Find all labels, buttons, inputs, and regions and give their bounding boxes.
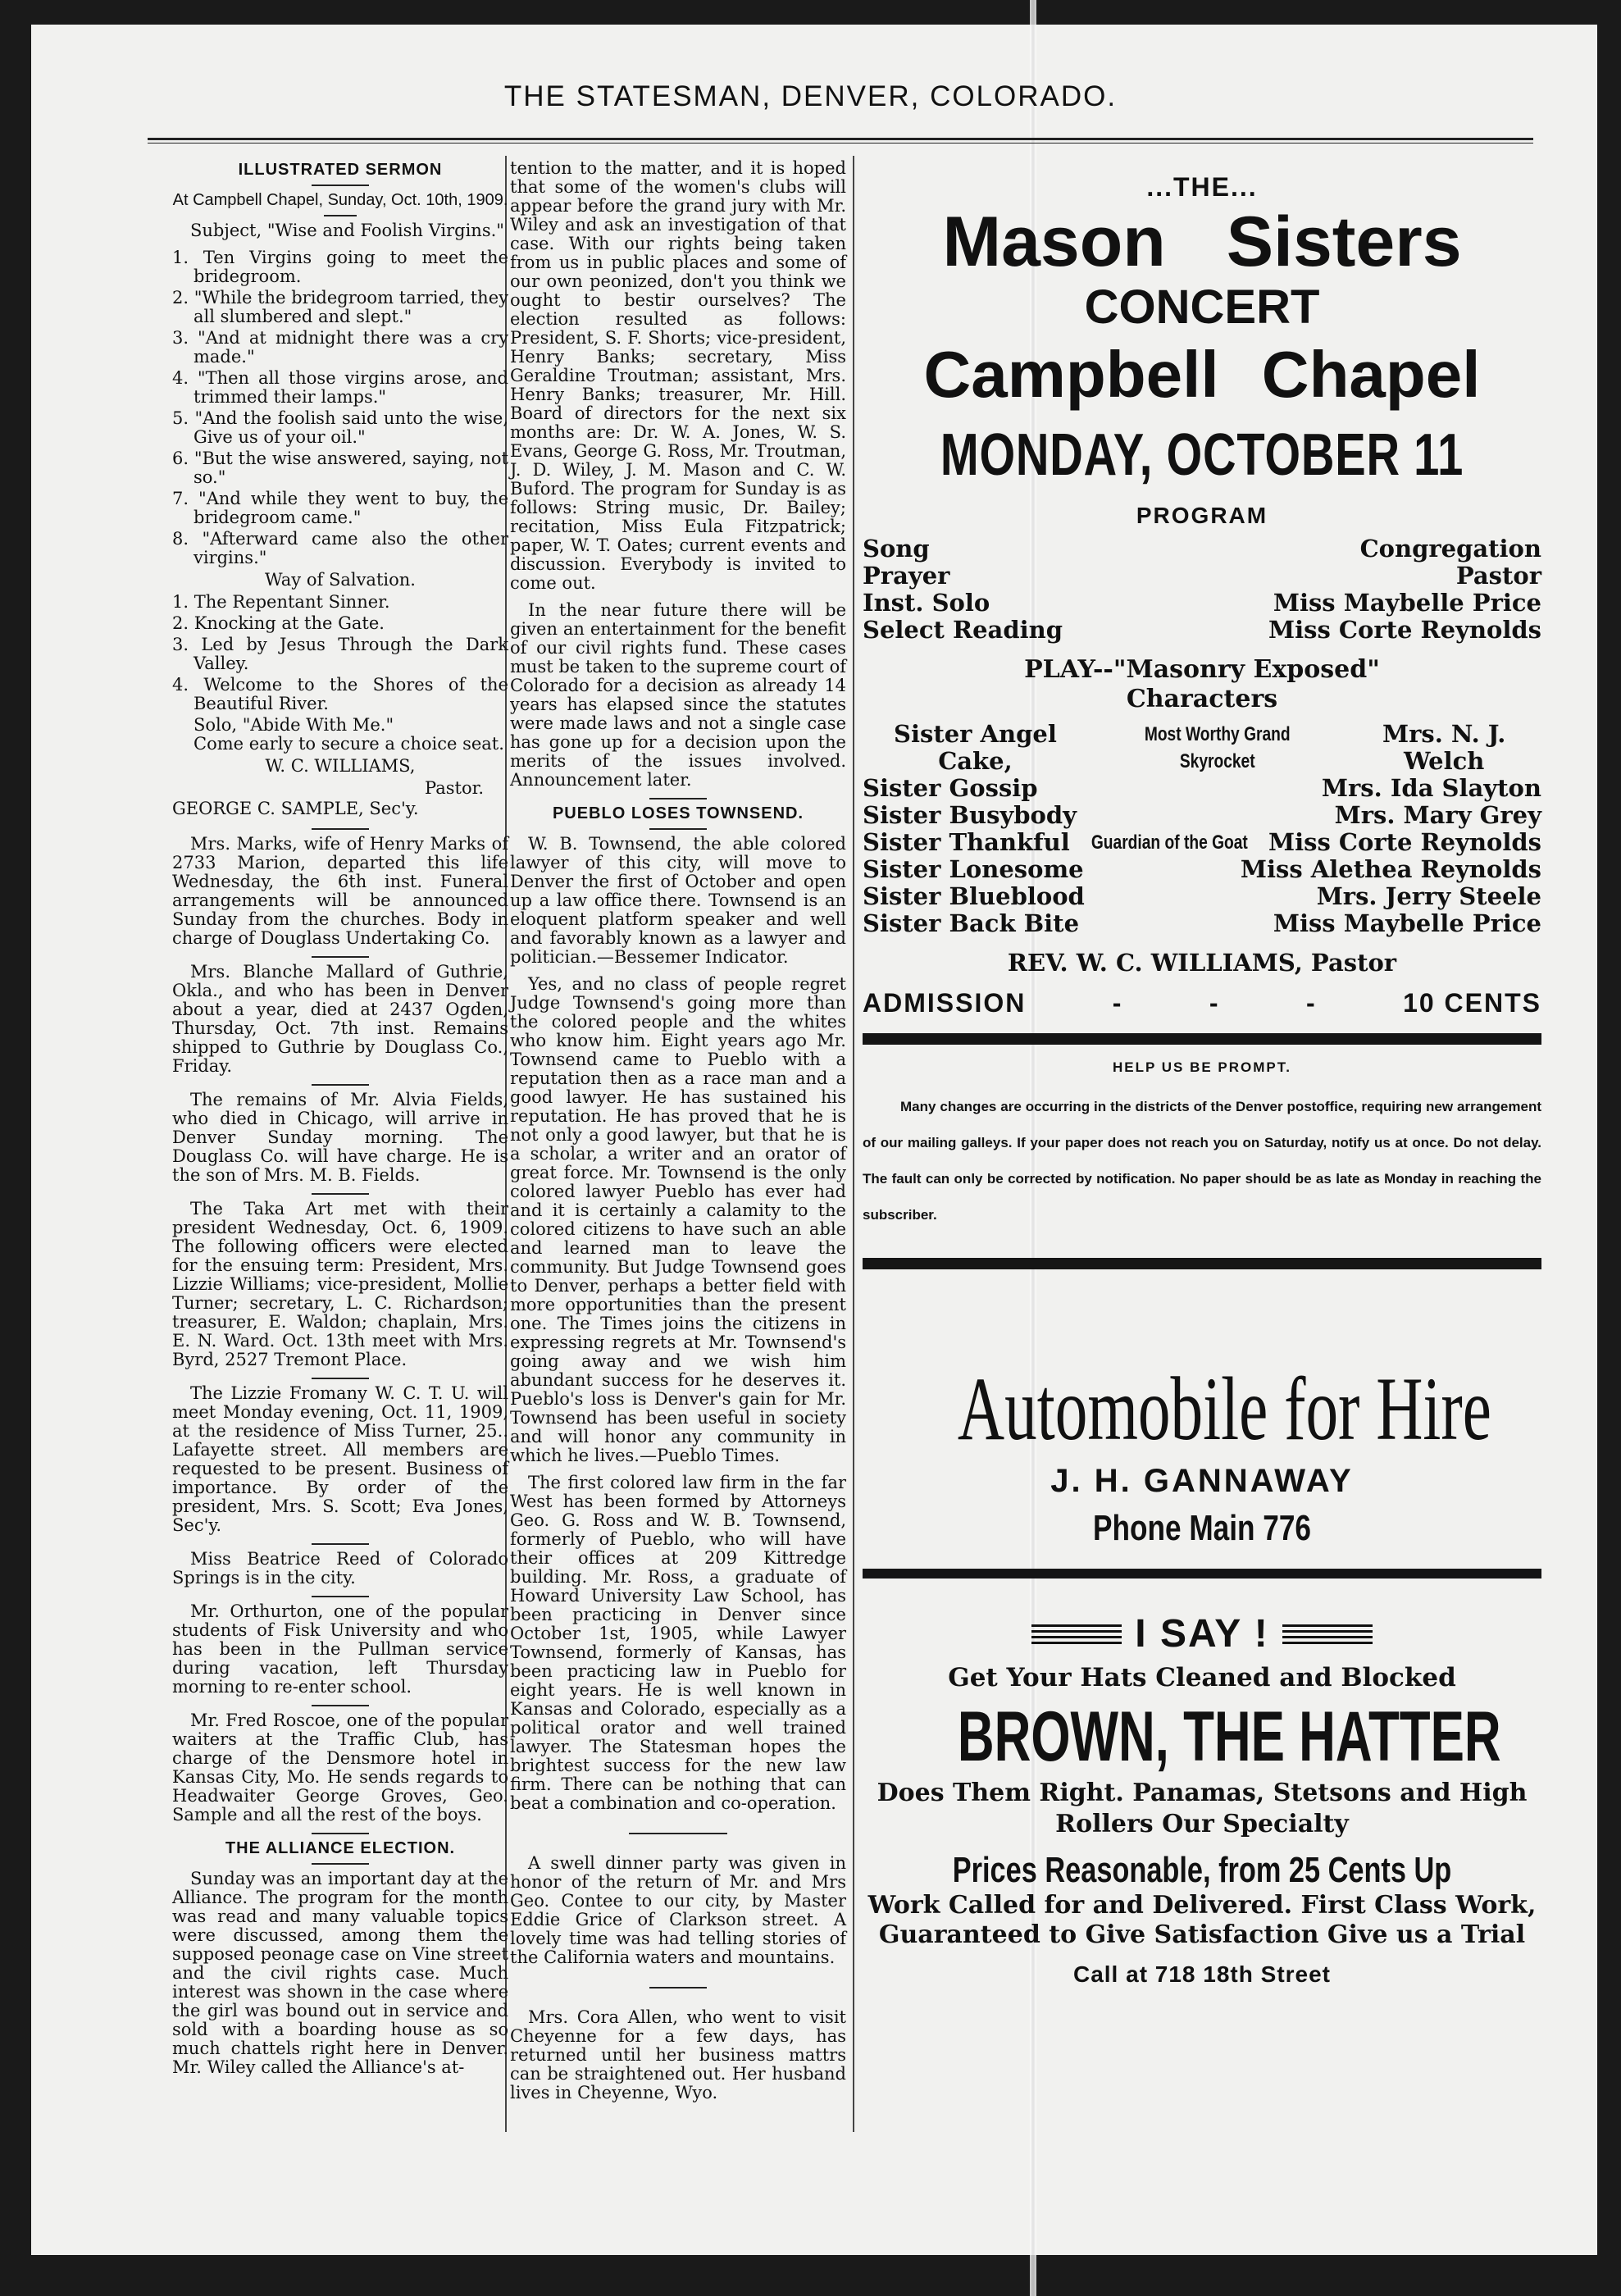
divider xyxy=(312,184,369,186)
divider xyxy=(312,1084,369,1086)
program-row xyxy=(863,590,1541,617)
character-role: Sister Angel Cake, xyxy=(894,720,1057,775)
divider xyxy=(312,956,369,958)
character-role: Sister Thankful xyxy=(863,828,1070,856)
article-fields: The remains of Mr. Alvia Fields, who died in Chicago, will arrive in Denver Sunday morning. The Douglass Co. will have charge. He is the son of Mrs. M. B. Fields. xyxy=(172,1090,508,1185)
admission-row xyxy=(863,988,1541,1018)
admission-label: ADMISSION xyxy=(863,988,1027,1018)
divider xyxy=(649,1987,707,1988)
column-1 xyxy=(172,156,508,2085)
sermon-subject: Subject, "Wise and Foolish Virgins." xyxy=(190,221,504,240)
hatter-does: Does Them Right. Panamas, Stetsons and High Rollers Our Specialty xyxy=(877,1779,1528,1838)
come-early-line: Come early to secure a choice seat. xyxy=(194,734,504,754)
character-title: Most Worthy Grand Skyrocket xyxy=(1144,723,1291,772)
divider xyxy=(649,798,707,800)
character-row xyxy=(863,775,1541,802)
column-2 xyxy=(510,156,846,2111)
article-marks: Mrs. Marks, wife of Henry Marks of 2733 Marion, departed this life Wednesday, the 6th inst. Funeral arrangements will be announced Sunday from the churches. Body in charge of Douglass Undertaking Co. xyxy=(172,834,508,948)
character-role: Sister Lonesome xyxy=(863,855,1084,883)
character-actor: Mrs. Jerry Steele xyxy=(1316,882,1541,910)
article-roscoe: Mr. Fred Roscoe, one of the popular waiters at the Traffic Club, has charge of the Densmore hotel in Kansas City, Mo. He sends regards to Headwaiter George Groves, Geo. Sample and all the rest of the boys. xyxy=(172,1711,508,1824)
divider xyxy=(312,1833,369,1834)
character-actor: Mrs. Mary Grey xyxy=(1334,801,1541,829)
program-item: Prayer xyxy=(863,562,950,590)
character-row xyxy=(863,721,1541,775)
character-actor: Miss Alethea Reynolds xyxy=(1240,855,1541,883)
notice-body: Many changes are occurring in the districts of the Denver postoffice, requiring new arrangement of our mailing galleys. If your paper does not reach you on Saturday, notify us at once. Do not delay. The fault can only be corrected by notification. No paper should be as late as Monday in reaching the subscriber. xyxy=(863,1099,1541,1223)
hatter-work: Work Called for and Delivered. First Class Work, Guaranteed to Give Satisfaction Give us a Trial xyxy=(867,1891,1537,1949)
character-role: Sister Gossip xyxy=(863,774,1038,802)
auto-ad-phone: Phone Main 776 xyxy=(1092,1508,1312,1548)
divider xyxy=(312,828,369,830)
salvation-heading: Way of Salvation. xyxy=(265,570,416,590)
character-actor: Miss Maybelle Price xyxy=(1273,909,1541,937)
article-alliance-cont: tention to the matter, and it is hoped that some of the women's clubs will appear before the grand jury with Mr. Wiley and ask an investigation of that case. With our rights being taken from us in public places and some of our own peonized, don't you think we ought to bestir ourselves? The election resulted as follows: President, S. F. Shorts; vice-president, Henry Banks; secretary, Miss Geraldine Troutman; assistant, Mrs. Henry Banks; treasurer, Mr. Hill. Board of directors for the next six months are: Dr. W. A. Jones, W. S. Evans, George G. Ross, Mr. Troutman, J. D. Wiley, J. M. Mason and C. W. Buford. The program for Sunday is as follows: String music, Dr. Bailey; recitation, Miss Eula Fitzpatrick; paper, W. T. Oates; current events and discussion. Everybody is invited to come out. xyxy=(510,158,846,593)
solo-line: Solo, "Abide With Me." xyxy=(194,715,394,735)
column-divider xyxy=(853,156,854,2132)
admission-dash: - xyxy=(1112,988,1123,1018)
auto-ad-title: Automobile for Hire xyxy=(957,1359,1491,1459)
secretary-line: GEORGE C. SAMPLE, Sec'y. xyxy=(172,799,419,818)
list-item: 2. "While the bridegroom tarried, they all slumbered and slept." xyxy=(172,288,508,326)
article-lawfirm: The first colored law firm in the far West has been formed by Attorneys Geo. G. Ross and W. B. Townsend, formerly of Pueblo, who will have their offices at 209 Kittredge building. Mr. Ross, a graduate of Howard University Law School, has been practicing in Denver since October 1st, 1905, while Lawyer Townsend, formerly of Kansas, has been practicing law in Pueblo for eight years. He is well known in Kansas and Colorado, especially as a political orator and well trained lawyer. The Statesman hopes the brightest success for the new law firm. There can be nothing that can beat a combination and co-operation. xyxy=(510,1473,846,1813)
ad-divider xyxy=(863,1033,1541,1045)
salvation-list xyxy=(172,593,508,713)
article-future: In the near future there will be given an entertainment for the benefit of our civil rights fund. These cases must be taken to the supreme court of Colorado for a decision as already 14 years has elapsed since the statutes were made laws and not a single case has gone up for a decision upon the merits of the issues involved. Announcement later. xyxy=(510,600,846,790)
character-role: Sister Back Bite xyxy=(863,909,1080,937)
character-row xyxy=(863,910,1541,937)
list-item: 4. "Then all those virgins arose, and trimmed their lamps." xyxy=(172,368,508,407)
list-item: 7. "And while they went to buy, the bridegroom came." xyxy=(172,489,508,527)
list-item: 3. Led by Jesus Through the Dark Valley. xyxy=(172,635,508,673)
sermon-location: At Campbell Chapel, Sunday, Oct. 10th, 1909. xyxy=(172,191,508,209)
character-role: Sister Blueblood xyxy=(863,882,1085,910)
character-role: Sister Busybody xyxy=(863,801,1077,829)
list-item: 1. Ten Virgins going to meet the bridegroom. xyxy=(172,248,508,286)
list-item: 2. Knocking at the Gate. xyxy=(172,613,385,633)
list-item: 8. "Afterward came also the other virgins." xyxy=(172,529,508,567)
article-taka: The Taka Art met with their president Wednesday, Oct. 6, 1909. The following officers were elected for the ensuing term: President, Mrs. Lizzie Williams; vice-president, Mollie Turner; secretary, L. C. Richardson; treasurer, E. Waldon; chaplain, Mrs. E. N. Ward. Oct. 13th meet with Mrs. Byrd, 2527 Tremont Place. xyxy=(172,1199,508,1369)
list-item: 6. "But the wise answered, saying, not so." xyxy=(172,449,508,487)
divider xyxy=(312,1863,369,1865)
article-fromany: The Lizzie Fromany W. C. T. U. will meet Monday evening, Oct. 11, 1909, at the residence of Miss Turner, 25.. Lafayette street. All members are requested to be present. Business of importance. By order of the president, Mrs. S. Scott; Eva Jones, Sec'y. xyxy=(172,1383,508,1535)
list-item: 1. The Repentant Sinner. xyxy=(172,592,390,612)
article-mallard: Mrs. Blanche Mallard of Guthrie, Okla., and who has been in Denver about a year, died at 2437 Ogden, Thursday, Oct. 7th inst. Remains shipped to Guthrie by Douglass Co., Friday. xyxy=(172,962,508,1076)
hatter-say: I SAY ! xyxy=(1135,1612,1269,1656)
character-row xyxy=(863,883,1541,910)
list-item: 4. Welcome to the Shores of the Beautiful River. xyxy=(172,675,508,713)
auto-ad-name: J. H. GANNAWAY xyxy=(1050,1463,1354,1499)
masthead: THE STATESMAN, DENVER, COLORADO. xyxy=(503,80,1118,112)
concert-ad xyxy=(863,156,1541,1988)
sermon-list xyxy=(172,248,508,567)
character-actor: Mrs. N. J. Welch xyxy=(1382,720,1506,775)
decorative-lines xyxy=(1282,1624,1373,1644)
characters-label: Characters xyxy=(1126,685,1278,713)
divider xyxy=(312,1378,369,1379)
character-row xyxy=(863,829,1541,856)
divider xyxy=(312,1705,369,1706)
alliance-heading: THE ALLIANCE ELECTION. xyxy=(225,1839,456,1857)
signature-title: Pastor. xyxy=(425,778,484,798)
program-who: Miss Corte Reynolds xyxy=(1268,616,1541,644)
ad-the: ...THE... xyxy=(1146,172,1258,202)
ad-date: MONDAY, OCTOBER 11 xyxy=(940,422,1464,488)
divider xyxy=(312,1596,369,1597)
list-item: 3. "And at midnight there was a cry made." xyxy=(172,328,508,367)
hatter-hats: Get Your Hats Cleaned and Blocked xyxy=(948,1663,1456,1692)
hatter-name: BROWN, THE HATTER xyxy=(957,1697,1501,1776)
article-dinner: A swell dinner party was given in honor of the return of Mr. and Mrs Geo. Contee to our city, by Master Eddie Grice of Clarkson street. A lovely time was had telling stories of the California waters and mountains. xyxy=(510,1853,846,1967)
program-list xyxy=(863,535,1541,644)
program-who: Pastor xyxy=(1455,562,1541,590)
article-orthurton: Mr. Orthurton, one of the popular students of Fisk University and who has been in the Pullman service during vacation, left Thursday morning to re-enter school. xyxy=(172,1601,508,1697)
hatter-say-row xyxy=(863,1611,1541,1656)
ad-divider xyxy=(863,1569,1541,1578)
divider xyxy=(312,1543,369,1545)
character-row xyxy=(863,802,1541,829)
article-allen: Mrs. Cora Allen, who went to visit Cheyenne for a few days, has returned until her business mattrs can be straightened out. Her husband lives in Cheyenne, Wyo. xyxy=(510,2007,846,2102)
divider xyxy=(312,1193,369,1195)
admission-dash: - xyxy=(1209,988,1220,1018)
character-actor: Miss Corte Reynolds xyxy=(1268,828,1541,856)
program-item: Song xyxy=(863,535,930,563)
program-row xyxy=(863,617,1541,644)
characters-list xyxy=(863,721,1541,937)
admission-dash: - xyxy=(1305,988,1317,1018)
program-who: Miss Maybelle Price xyxy=(1273,589,1541,617)
sermon-heading: ILLUSTRATED SERMON xyxy=(238,161,443,179)
article-alliance: Sunday was an important day at the Alliance. The program for the month was read and many valuable topics were discussed, among them the supposed peonage case on Vine street and the civil rights case. Much interest was shown in the case where the girl was bound out in service and sold with a boarding house as so much chattels right here in Denver. Mr. Wiley called the Alliance's at- xyxy=(172,1869,508,2077)
character-actor: Mrs. Ida Slayton xyxy=(1321,774,1541,802)
pastor-line: REV. W. C. WILLIAMS, Pastor xyxy=(1007,949,1397,977)
ad-divider xyxy=(863,1258,1541,1269)
divider xyxy=(629,1833,727,1834)
decorative-lines xyxy=(1031,1624,1122,1644)
program-item: Inst. Solo xyxy=(863,589,990,617)
divider xyxy=(324,215,357,216)
pueblo-heading: PUEBLO LOSES TOWNSEND. xyxy=(552,804,804,822)
signature-name: W. C. WILLIAMS, xyxy=(265,756,416,776)
hatter-call: Call at 718 18th Street xyxy=(1072,1961,1332,1987)
program-row xyxy=(863,563,1541,590)
ad-venue: Campbell Chapel xyxy=(923,338,1481,411)
hatter-prices: Prices Reasonable, from 25 Cents Up xyxy=(952,1850,1452,1890)
character-title: Guardian of the Goat xyxy=(1091,831,1248,854)
ad-title: Mason Sisters xyxy=(942,203,1462,281)
article-regret: Yes, and no class of people regret Judge Townsend's going more than the colored people and the whites who know him. Eight years ago Mr. Townsend came to Pueblo with a reputation then as a race man and a good lawyer. He has sustained his reputation. He has proved that he is not only a good lawyer, but that he is a scholar, a writer and an orator of great force. Mr. Townsend is the only colored lawyer Pueblo has ever had and it is certainly a calamity to the colored citizens to have such an able and learned man to leave the community. But Judge Townsend goes to Denver, perhaps a better field with more opportunities than the present one. The Times joins the citizens in expressing regrets at Mr. Townsend's going away and we wish him abundant success for he deserves it. Pueblo's loss is Denver's gain for Mr. Townsend has been useful in society and will honor any community in which he lives.—Pueblo Times. xyxy=(510,974,846,1465)
article-townsend: W. B. Townsend, the able colored lawyer of this city, will move to Denver the first of October and open up a law office there. Townsend is an eloquent platform speaker and well and favorably known as a lawyer and politician.—Bessemer Indicator. xyxy=(510,834,846,967)
article-reed: Miss Beatrice Reed of Colorado Springs is in the city. xyxy=(172,1549,508,1588)
list-item: 5. "And the foolish said unto the wise, Give us of your oil." xyxy=(172,408,508,447)
play-title: PLAY--"Masonry Exposed" xyxy=(1024,655,1380,684)
ad-program-label: PROGRAM xyxy=(1136,503,1268,528)
admission-price: 10 CENTS xyxy=(1403,988,1541,1018)
program-who: Congregation xyxy=(1359,535,1541,563)
notice-title: HELP US BE PROMPT. xyxy=(1113,1059,1291,1075)
divider xyxy=(649,828,707,830)
character-row xyxy=(863,856,1541,883)
program-row xyxy=(863,535,1541,563)
program-item: Select Reading xyxy=(863,616,1063,644)
masthead-rule xyxy=(148,138,1533,140)
masthead-rule-thin xyxy=(148,143,1533,144)
ad-concert: CONCERT xyxy=(1084,280,1320,334)
